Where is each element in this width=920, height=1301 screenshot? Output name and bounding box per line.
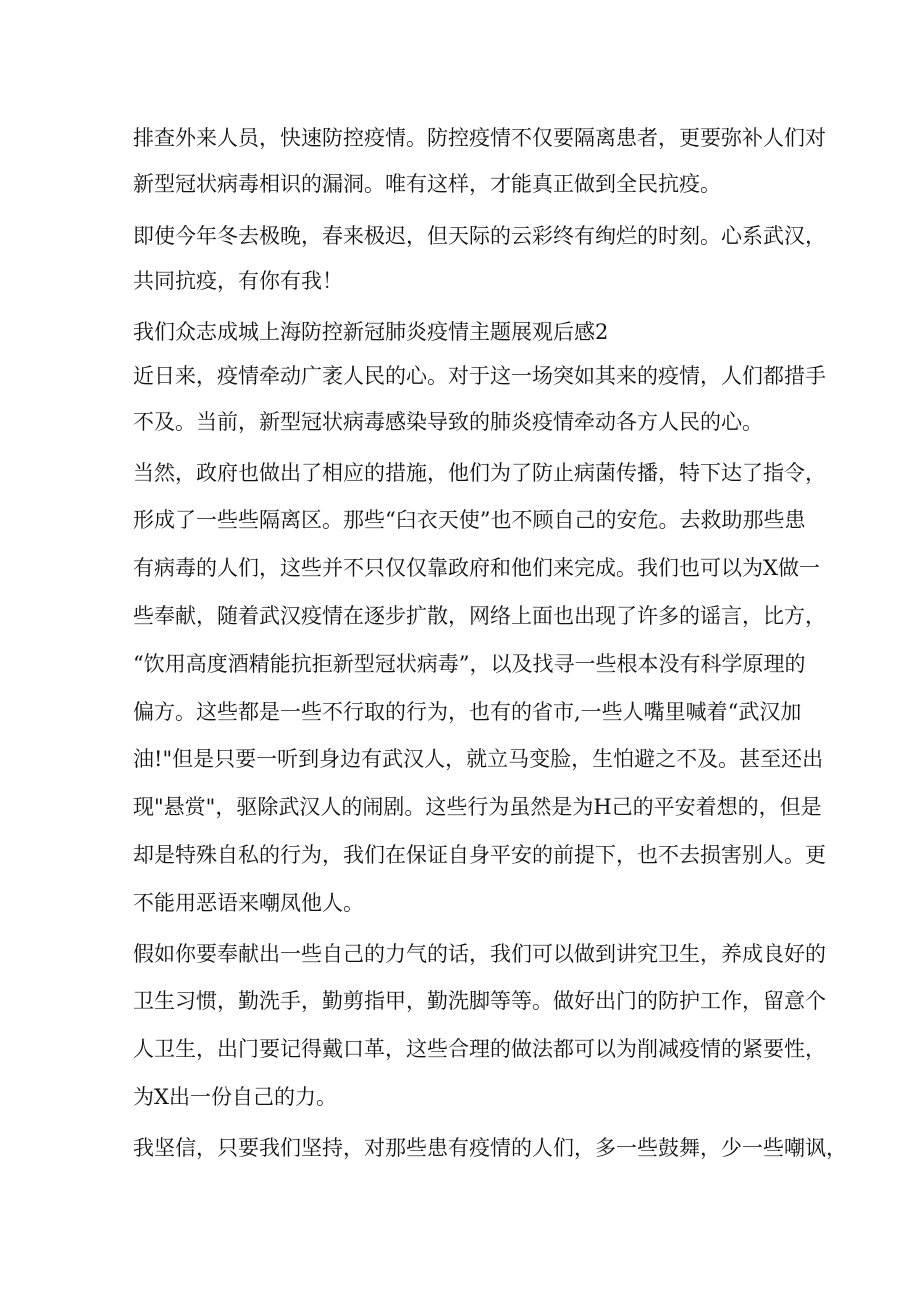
- text-line: 即使今年冬去极晚，春来极迟，但天际的云彩终有绚烂的时刻。心系武汉，: [133, 224, 826, 248]
- text-line: 形成了一些些隔离区。那些“臼衣天使”也不顾自己的安危。去救助那些患: [133, 508, 806, 532]
- text-line: 人卫生，出门要记得戴口革，这些合理的做法都可以为削减疫情的紧要性，: [133, 1037, 826, 1061]
- text-line: 近日来，疫情牵动广袤人民的心。对于这一场突如其来的疫情，人们都措手: [133, 364, 826, 388]
- text-line: 油!"但是只要一听到身边有武汉人，就立马变脸，生怕避之不及。甚至还出: [133, 747, 824, 771]
- text-line: 不能用恶语来嘲凤他人。: [133, 891, 364, 915]
- text-line: 却是特殊自私的行为，我们在保证自身平安的前提下，也不去损害别人。更: [133, 843, 826, 867]
- text-line: 排查外来人员，快速防控疫情。防控疫情不仅要隔离患者，更要弥补人们对: [133, 126, 826, 150]
- text-line: 当然，政府也做出了相应的措施，他们为了防止病菌传播，特下达了指令，: [133, 461, 826, 485]
- text-line: 卫生习惯，勤洗手，勤剪指甲，勤洗脚等等。做好出门的防护工作，留意个: [133, 989, 826, 1013]
- text-line: 偏方。这些都是一些不行取的行为，也有的省市,一些人嘴里喊着“武汉加: [133, 700, 802, 724]
- text-line: 现"悬赏"，驱除武汉人的闹剧。这些行为虽然是为H己的平安着想的，但是: [133, 795, 822, 819]
- text-line: 新型冠状病毒相识的漏洞。唯有这样，才能真正做到全民抗疫。: [133, 172, 721, 196]
- text-line: 些奉献，随着武汉疫情在逐步扩散，网络上面也出现了许多的谣言，比方，: [133, 604, 826, 628]
- text-line: 我坚信，只要我们坚持，对那些患有疫情的人们，多一些鼓舞，少一些嘲讽，: [133, 1136, 847, 1160]
- text-line: 为X出一份自己的力。: [133, 1085, 337, 1109]
- text-line: 不及。当前，新型冠状病毒感染导致的肺炎疫情牵动各方人民的心。: [133, 410, 763, 434]
- section-heading: 我们众志成城上海防控新冠肺炎疫情主题展观后感2: [133, 320, 609, 344]
- text-line: 有病毒的人们，这些并不只仅仅靠政府和他们来完成。我们也可以为X做一: [133, 556, 820, 580]
- text-line: 假如你要奉献出一些自己的力气的话，我们可以做到讲究卫生，养成良好的: [133, 942, 826, 966]
- text-line: “饮用高度酒精能抗拒新型冠状病毒”，以及找寻一些根本没有科学原理的: [133, 652, 806, 676]
- text-line: 共同抗疫，有你有我！: [133, 269, 343, 293]
